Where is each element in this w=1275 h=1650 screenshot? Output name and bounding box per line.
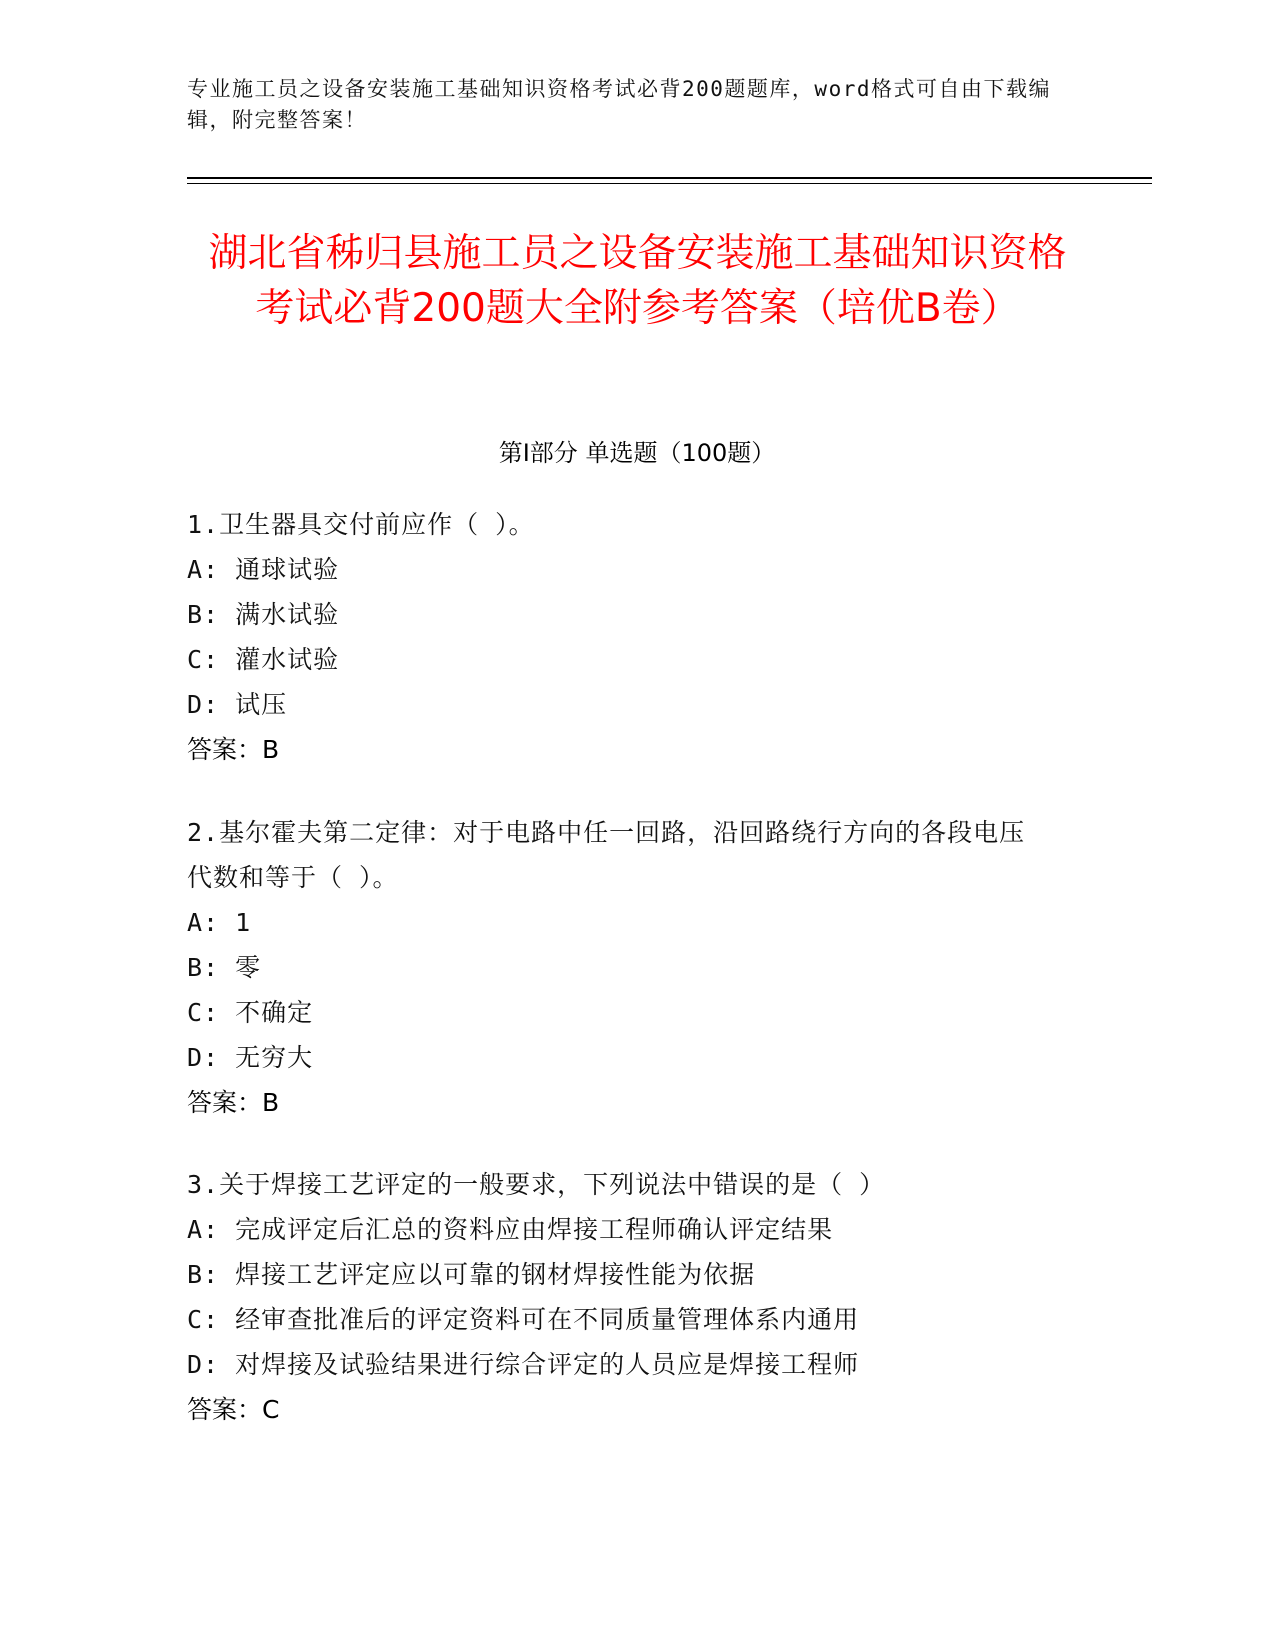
section-title: 第Ⅰ部分 单选题（100题） [498, 439, 776, 467]
header-note: 专业施工员之设备安装施工基础知识资格考试必背200题题库，word格式可自由下载编辑，附完整答案！ [187, 77, 1051, 132]
option-c: C: 灌水试验 [187, 645, 340, 674]
header-divider-thick [187, 177, 1152, 179]
answer-line: 答案：C [187, 1395, 280, 1424]
option-c: C: 经审查批准后的评定资料可在不同质量管理体系内通用 [187, 1305, 860, 1334]
question-1 [187, 502, 1047, 772]
document-title: 湖北省秭归县施工员之设备安装施工基础知识资格考试必背200题大全附参考答案（培优B卷） [208, 231, 1067, 331]
option-d: D: 试压 [187, 690, 288, 719]
option-d: D: 对焊接及试验结果进行综合评定的人员应是焊接工程师 [187, 1350, 860, 1379]
option-a: A: 完成评定后汇总的资料应由焊接工程师确认评定结果 [187, 1215, 834, 1244]
question-2 [187, 810, 1047, 1125]
option-a: A: 1 [187, 908, 252, 937]
option-c: C: 不确定 [187, 998, 314, 1027]
header-divider-thin [187, 183, 1152, 184]
question-stem: 3.关于焊接工艺评定的一般要求，下列说法中错误的是（ ） [187, 1170, 886, 1199]
question-stem: 1.卫生器具交付前应作（ ）。 [187, 510, 535, 539]
option-d: D: 无穷大 [187, 1043, 314, 1072]
answer-line: 答案：B [187, 735, 280, 764]
option-b: B: 满水试验 [187, 600, 340, 629]
option-a: A: 通球试验 [187, 555, 340, 584]
answer-line: 答案：B [187, 1088, 280, 1117]
option-b: B: 零 [187, 953, 262, 982]
option-b: B: 焊接工艺评定应以可靠的钢材焊接性能为依据 [187, 1260, 756, 1289]
question-3 [187, 1162, 1047, 1432]
question-stem: 2.基尔霍夫第二定律：对于电路中任一回路，沿回路绕行方向的各段电压代数和等于（ ）。 [187, 818, 1026, 892]
